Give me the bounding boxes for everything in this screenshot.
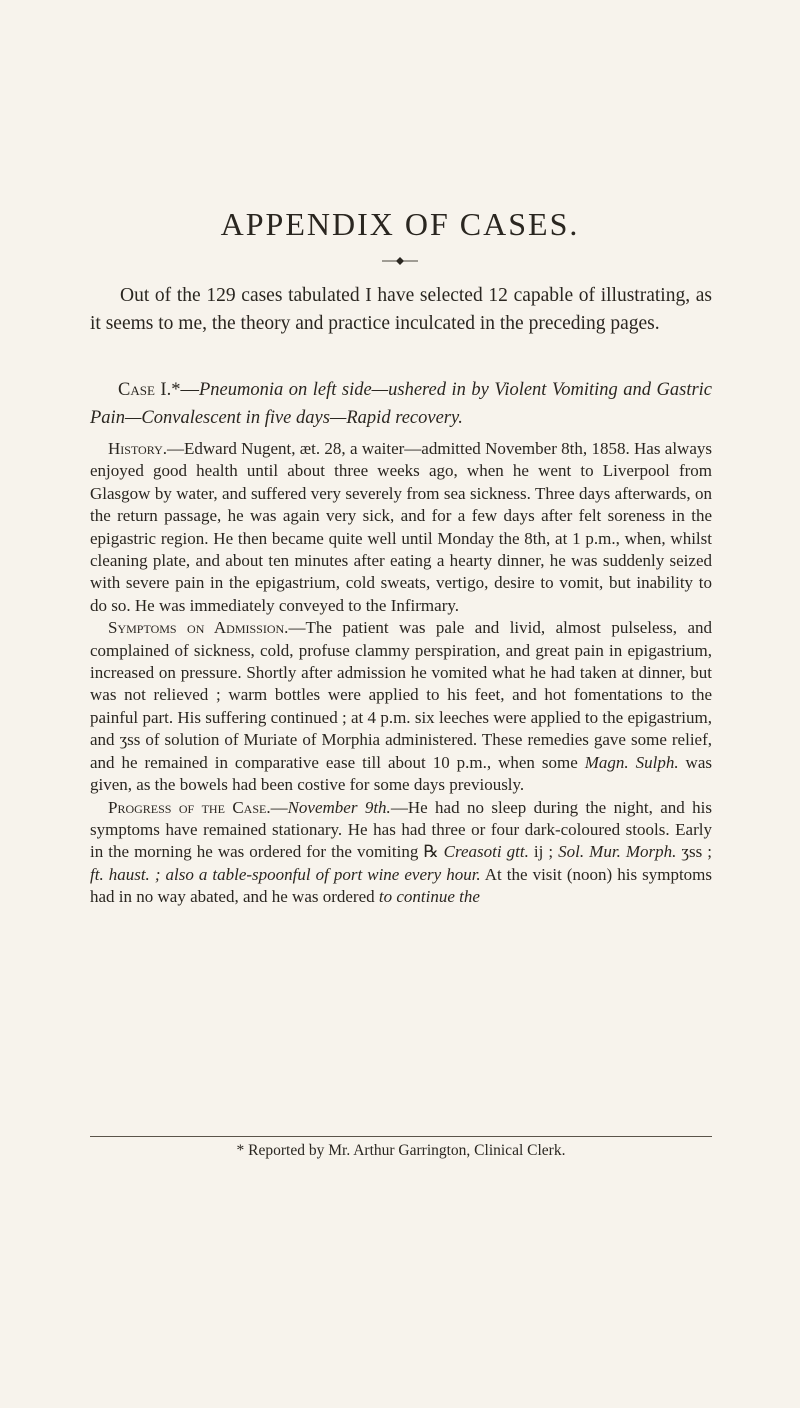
progress-dash: — xyxy=(270,797,288,817)
progress-italic-3: ft. haust. ; also a table-spoonful of port wine every hour. xyxy=(90,864,481,884)
progress-text-3: ʒss ; xyxy=(676,842,712,862)
footnote-rule xyxy=(90,1136,712,1137)
progress-text-1: —He had no sleep during the night, and his symptoms have remained stationary. He has had three or four dark-coloured stools. Early in the morning he was ordered for the vomiting ℞ xyxy=(90,797,712,862)
progress-italic-2: Sol. Mur. Morph. xyxy=(558,842,677,862)
page-title: APPENDIX OF CASES. xyxy=(220,206,580,242)
history-text: —Edward Nugent, æt. 28, a waiter—admitted November 8th, 1858. Has always enjoyed good health until about three weeks ago, when he went to Liverpool from Glasgow by water, and suffered very severely from sea sickness. Three days afterwards, on the return passage, he was again very sick, and for a few days after felt soreness in the epigastric region. He then became quite well until Monday the 8th, at 1 p.m., when, whilst cleaning plate, and about ten minutes after eating a hearty dinner, he was suddenly seized with severe pain in the epigastrium, cold sweats, vertigo, desire to vomit, but inability to do so. He was immediately conveyed to the Infirmary. xyxy=(90,439,712,615)
footnote: * Reported by Mr. Arthur Garrington, Clinical Clerk. xyxy=(236,1142,566,1159)
history-paragraph xyxy=(90,438,712,617)
intro-paragraph: Out of the 129 cases tabulated I have selected 12 capable of illustrating, as it seems to me, the theory and practice inculcated in the preceding pages. xyxy=(90,285,712,334)
case-label: Case I. xyxy=(118,380,172,400)
history-label: History. xyxy=(108,439,167,458)
case-body xyxy=(90,438,712,909)
symptoms-label: Symptoms on Admission. xyxy=(108,618,289,638)
case-heading xyxy=(90,376,712,432)
ornament-divider-icon xyxy=(370,255,430,267)
progress-date: November 9th. xyxy=(287,797,391,817)
symptoms-paragraph xyxy=(90,617,712,796)
progress-paragraph xyxy=(90,797,712,909)
progress-text-4: At the visit (noon) his symptoms had in no way abated, and he was ordered xyxy=(90,864,712,907)
symptoms-text-1: —The patient was pale and livid, almost pulseless, and complained of sickness, cold, profuse clammy perspiration, and great pain in epigastrium, increased on pressure. Shortly after admission he vomited what he had taken at dinner, but was not relieved ; warm bottles were applied to his feet, and hot fomentations to the painful part. His suffering continued ; at 4 p.m. six leeches were applied to the epigastrium, and ʒss of solution of Muriate of Morphia administered. These remedies gave some relief, and he remained in comparative ease till about 10 p.m., when some xyxy=(90,618,712,772)
symptoms-italic-1: Magn. Sulph. xyxy=(584,752,679,772)
case-title: Pneumonia on left side—ushered in by Violent Vomiting and Gastric Pain—Convalescent in five days—Rapid recovery. xyxy=(90,380,713,428)
progress-text-2: ij ; xyxy=(528,842,559,862)
symptoms-text-2: was given, as the bowels had been costive for some days previously. xyxy=(90,752,712,795)
progress-label: Progress of the Case. xyxy=(108,797,271,817)
case-dash: — xyxy=(180,380,199,400)
footnote-marker: * xyxy=(171,380,181,400)
progress-italic-4: to continue the xyxy=(378,887,480,907)
progress-italic-1: Creasoti gtt. xyxy=(443,842,529,862)
